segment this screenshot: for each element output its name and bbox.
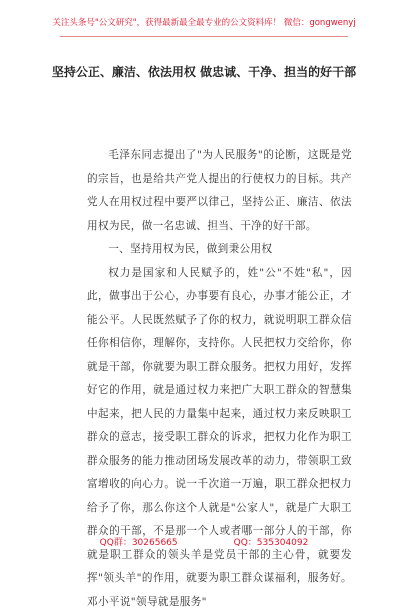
qq-group-number: QQ群：30265665 bbox=[100, 535, 178, 548]
body-paragraph: 权力是国家和人民赋予的，姓"公"不姓"私"，因此，做事出于公心，办事要有良心，办事才能公正，才能公平。人民既然赋予了你的权力，就说明职工群众信任你相信你，理解你，支持你。人民把权力交给你，你就是干部，你就要为职工群众服务。把权力用好，发挥好它的作用，就是通过权力来把广大职工群众的智慧集中起来，把人民的力量集中起来，通过权力来反映职工群众的意志，接受职工群众的诉求，把权力化作为职工群众服务的能力推动团场发展改革的动力，带领职工致富增收的向心力。说一千次道一万遍，职工群众把权力给予了你，那么你这个人就是"公家人"，就是广大职工群众的干部，不是那一个人或者哪一部分人的干部，你就是职工群众的领头羊是党员干部的主心骨，就要发挥"领头羊"的作用，就要为职工群众谋福利，服务好。邓小平说"领导就是服务" bbox=[87, 262, 352, 614]
document-title: 坚持公正、廉洁、依法用权 做忠诚、干净、担当的好干部 bbox=[0, 63, 408, 80]
body-paragraph: 毛泽东同志提出了"为人民服务"的论断，这既是党的宗旨，也是给共产党人提出的行使权力的目标。共产党人在用权过程中要严以律己，坚持公正、廉洁、依法用权为民，做一名忠诚、担当、干净的好干部。 bbox=[87, 144, 352, 238]
page-footer bbox=[0, 535, 408, 548]
qq-number: QQ：535304092 bbox=[234, 535, 309, 548]
section-heading: 一、坚持用权为民，做到秉公用权 bbox=[87, 238, 352, 262]
header-divider bbox=[60, 36, 348, 37]
page-header: 关注头条号"公文研究"，获得最新最全最专业的公文资料库！ 微信：gongwenyj bbox=[0, 16, 408, 28]
